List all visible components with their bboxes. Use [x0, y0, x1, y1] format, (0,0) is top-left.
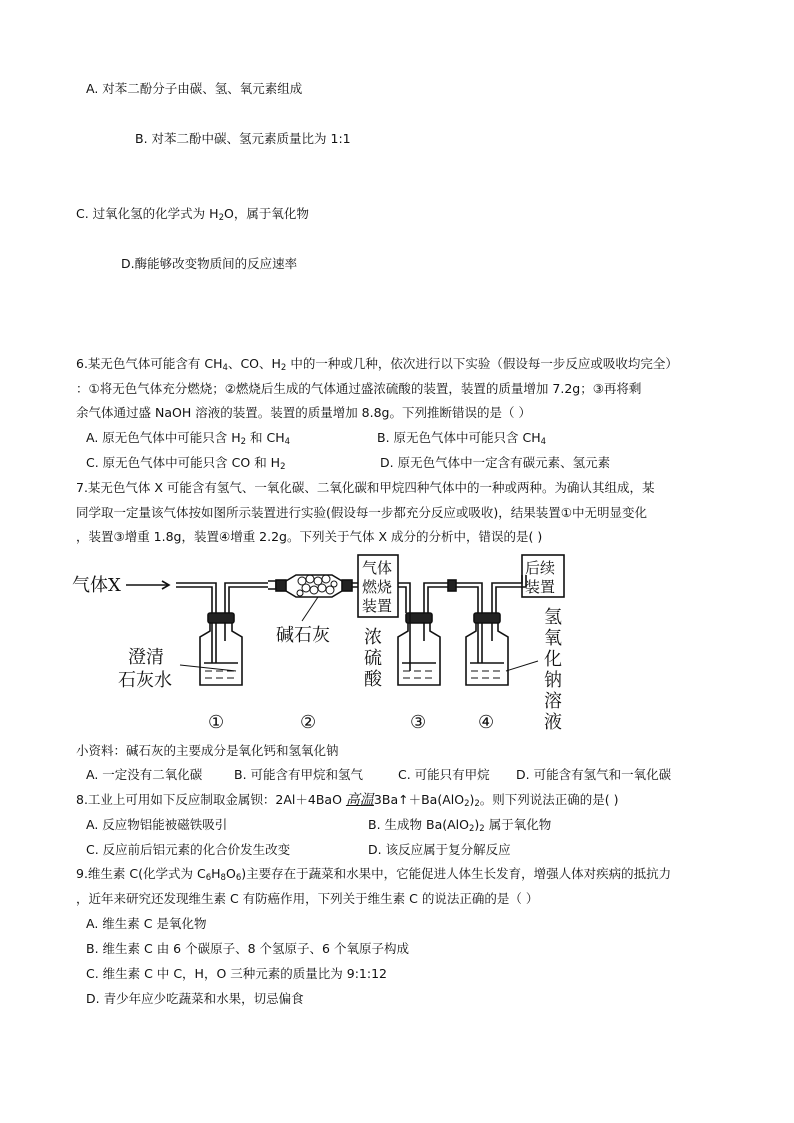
label-number-1: ① [208, 712, 225, 733]
label-naoh-1: 氢 [544, 607, 562, 628]
q6-option-c: C. 原无色气体中可能只含 CO 和 $H_2$ [86, 455, 286, 472]
q8-option-a: A. 反应物铝能被磁铁吸引 [86, 817, 228, 832]
label-limewater-1: 澄清 [128, 647, 164, 668]
q7-option-b: B. 可能含有甲烷和氢气 [234, 767, 364, 782]
q6-option-b: B. 原无色气体中可能只含 $CH_4$ [377, 430, 547, 447]
label-follow-2: 装置 [525, 578, 556, 596]
label-number-4: ④ [478, 712, 495, 733]
bottle-3 [398, 613, 440, 685]
q8-option-d: D. 该反应属于复分解反应 [368, 842, 511, 857]
q8-stem: 8.工业上可用如下反应制取金属钡：2Al＋4BaO 高温$3Ba↑+Ba(AlO_2)_2$。则下列说法正确的是( ) [76, 792, 619, 809]
label-soda-lime: 碱石灰 [276, 625, 330, 646]
q7-note: 小资料：碱石灰的主要成分是氧化钙和氢氧化钠 [76, 743, 339, 758]
q6-stem-line3: 余气体通过盛 NaOH 溶液的装置。装置的质量增加 8.8g。下列推断错误的是（ ） [76, 405, 531, 420]
q5-option-c: C. 过氧化氢的化学式为 $H_2O$，属于氧化物 [76, 206, 309, 223]
label-h2so4-2: 硫 [364, 648, 382, 669]
label-naoh-2: 氧 [544, 628, 562, 649]
bottle-1 [200, 613, 242, 685]
q9-stem-line1: 9.维生素 C(化学式为 $C_6H_8O_6$)主要存在于蔬菜和水果中，它能促进人体生长发育，增强人体对疾病的抵抗力 [76, 866, 672, 883]
bottle-4 [466, 613, 508, 685]
q5-option-a: A. 对苯二酚分子由碳、氢、氧元素组成 [86, 81, 303, 96]
q6-option-a: A. 原无色气体中可能只含 $H_2$ 和 $CH_4$ [86, 430, 291, 447]
q7-stem-line2: 同学取一定量该气体按如图所示装置进行实验(假设每一步都充分反应或吸收)，结果装置①中无明显变化 [76, 505, 647, 520]
label-naoh-6: 液 [544, 712, 562, 733]
label-number-3: ③ [410, 712, 427, 733]
label-naoh-5: 溶 [544, 691, 562, 712]
q6-stem-line2: ：①将无色气体充分燃烧；②燃烧后生成的气体通过盛浓硫酸的装置，装置的质量增加 7.2g；③再将剩 [76, 381, 642, 396]
q5-option-b: B. 对苯二酚中碳、氢元素质量比为 1:1 [135, 131, 351, 146]
q5-option-d: D.酶能够改变物质间的反应速率 [121, 256, 298, 271]
label-gas-x: 气体X [72, 575, 121, 596]
q7-stem-line1: 7.某无色气体 X 可能含有氢气、一氧化碳、二氧化碳和甲烷四种气体中的一种或两种。为确认其组成，某 [76, 480, 655, 495]
q9-stem-line2: ，近年来研究还发现维生素 C 有防癌作用，下列关于维生素 C 的说法正确的是（ ） [76, 891, 539, 906]
label-naoh-3: 化 [544, 649, 562, 670]
q7-option-c: C. 可能只有甲烷 [398, 767, 490, 782]
label-burner-2: 燃烧 [362, 578, 393, 596]
q6-option-d: D. 原无色气体中一定含有碳元素、氢元素 [380, 455, 611, 470]
apparatus-figure [70, 553, 590, 738]
condition-high-temp: 高温 [345, 792, 374, 808]
q9-option-c: C. 维生素 C 中 C，H，O 三种元素的质量比为 9:1:12 [86, 966, 387, 981]
label-limewater-2: 石灰水 [118, 670, 172, 691]
q9-option-d: D. 青少年应少吃蔬菜和水果，切忌偏食 [86, 991, 304, 1006]
q6-stem-line1: 6.某无色气体可能含有 $CH_4$、CO、$H_2$ 中的一种或几种，依次进行以下实验（假设每一步反应或吸收均完全） [76, 356, 678, 373]
label-number-2: ② [300, 712, 317, 733]
label-follow-1: 后续 [525, 559, 556, 577]
q8-option-b: B. 生成物 $Ba(AlO_2)_2$ 属于氧化物 [368, 817, 552, 834]
q7-stem-line3: ，装置③增重 1.8g，装置④增重 2.2g。下列关于气体 X 成分的分析中，错误的是( ) [76, 529, 543, 544]
q7-option-a: A. 一定没有二氧化碳 [86, 767, 203, 782]
q7-option-d: D. 可能含有氢气和一氧化碳 [516, 767, 672, 782]
label-h2so4-1: 浓 [364, 627, 382, 648]
label-h2so4-3: 酸 [364, 669, 382, 690]
q9-option-b: B. 维生素 C 由 6 个碳原子、8 个氢原子、6 个氧原子构成 [86, 941, 409, 956]
label-burner-1: 气体 [362, 559, 393, 577]
q8-option-c: C. 反应前后铝元素的化合价发生改变 [86, 842, 291, 857]
q9-option-a: A. 维生素 C 是氧化物 [86, 916, 207, 931]
label-burner-3: 装置 [362, 597, 393, 615]
label-naoh-4: 钠 [544, 670, 562, 691]
